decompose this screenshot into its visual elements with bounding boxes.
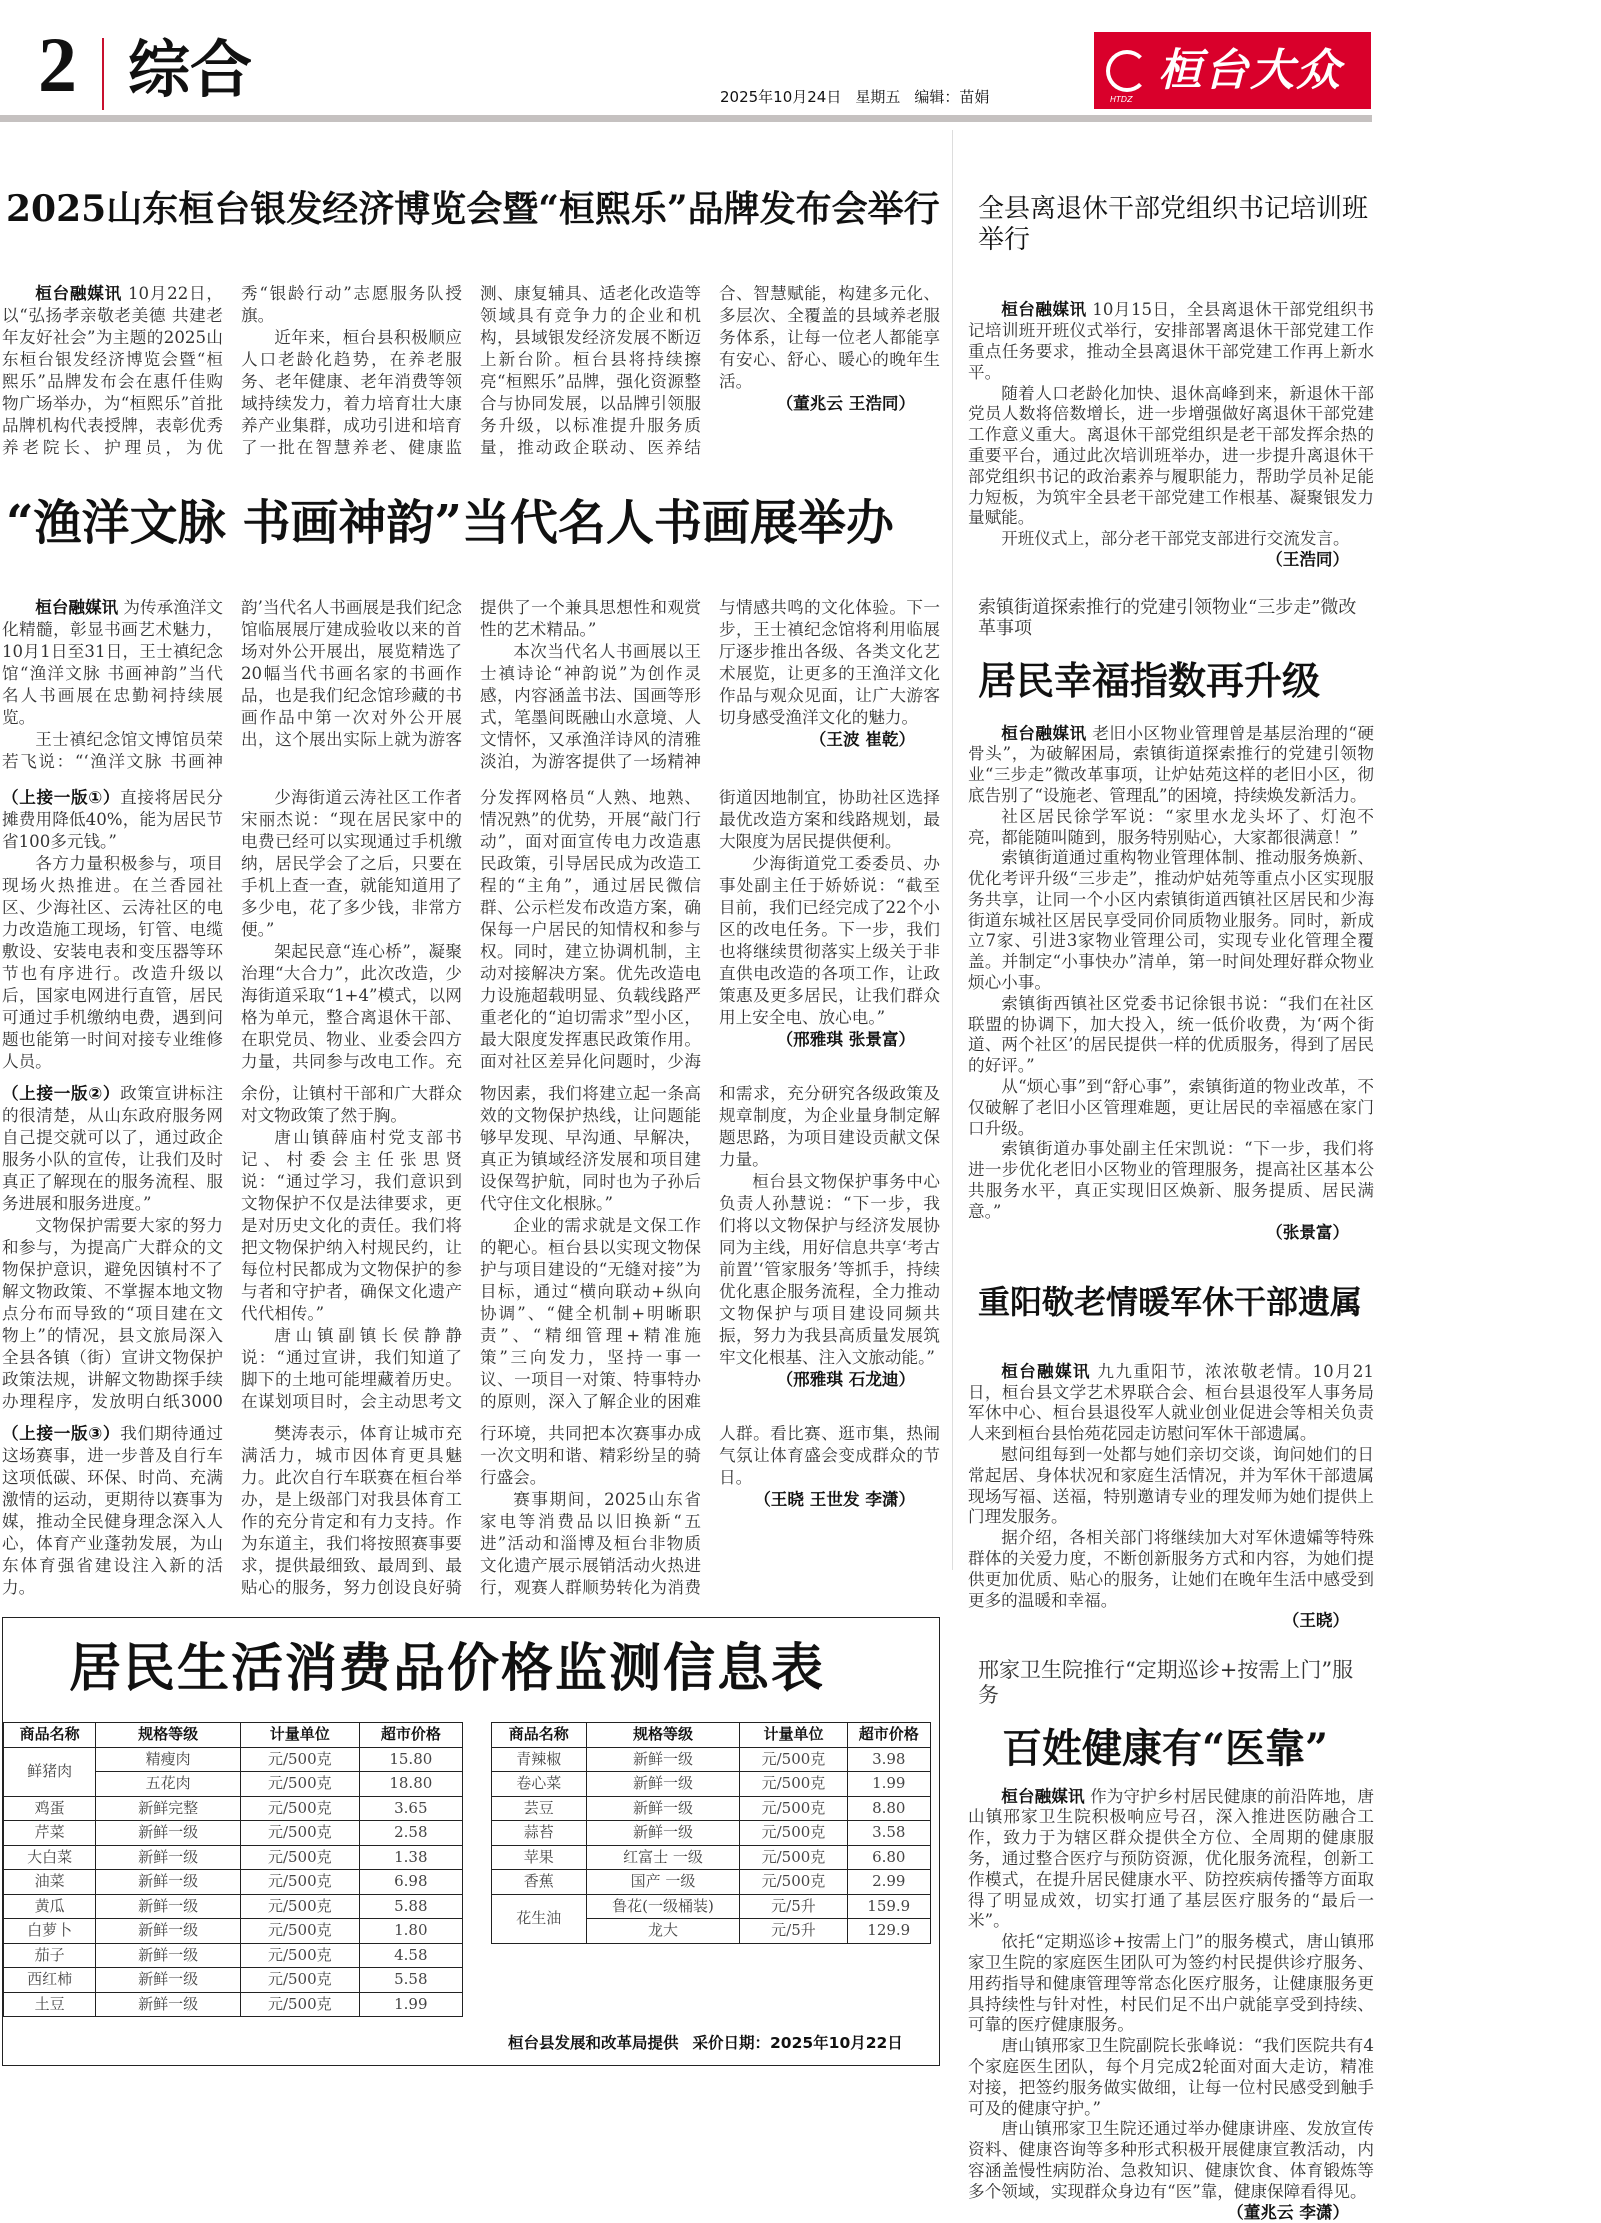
- item-spec: 鲁花(一级桶装): [586, 1894, 740, 1919]
- item-name: 芸豆: [492, 1796, 587, 1821]
- item-spec: 新鲜一级: [96, 1943, 241, 1968]
- paragraph-text: 桓台县文物保护事务中心负责人孙慧说：“下一步，我们将以文物保护与经济发展协同为主线，用好信息共享‘考古前置’‘管家服务’等抓手，持续优化惠企服务流程，全力推动文物保护与项目建设同频共振，努力为我县高质量发展筑牢文化根基、注入文旅动能。”: [719, 1172, 940, 1367]
- price-table-box: [2, 1617, 940, 2066]
- item-price: 6.80: [847, 1845, 930, 1870]
- table-row: [492, 1821, 931, 1846]
- right-column: [968, 150, 1374, 2223]
- header-row: [4, 1723, 463, 1748]
- paragraph: [968, 300, 1374, 383]
- paragraph: [2, 1083, 223, 1215]
- byline: （董兆云 李潇）: [968, 2203, 1374, 2223]
- item-spec: 新鲜一级: [586, 1772, 740, 1797]
- article-jump-2: [2, 1083, 940, 1413]
- paragraph: [2, 787, 223, 853]
- paragraph: [719, 853, 940, 1029]
- paragraph-text: 随着人口老龄化加快、退休高峰到来，新退休干部党员人数将倍数增长，进一步增强做好离退休干部党建工作意义重大。离退休干部党组织是老干部发挥余热的重要平台，通过此次培训班举办，进一步提升离退休干部党组织书记的政治素养与履职能力，帮助学员补足能力短板，为筑牢全县老干部党建工作根基、凝聚银发力量赋能。: [968, 384, 1374, 528]
- paragraph-text: 从“烦心事”到“舒心事”，索镇街道的物业改革，不仅破解了老旧小区管理难题，更让居民的幸福感在家门口升级。: [968, 1077, 1374, 1138]
- item-spec: 新鲜一级: [586, 1747, 740, 1772]
- paragraph-text: 10月22日，以“弘扬孝亲敬老美德 共建老年友好社会”为主题的2025山东桓台银发经济博览会暨“桓熙乐”品牌发布会在惠仟佳购物广场举办，为“桓熙乐”首批品牌机构代表授牌，表彰优秀养老院长、护理员，为优秀“银龄行动”志愿服务队授旗。: [2, 284, 462, 457]
- byline: （王波 崔乾）: [719, 729, 940, 751]
- item-name: 土豆: [4, 1992, 96, 2017]
- item-spec: 新鲜一级: [586, 1796, 740, 1821]
- item-spec: 国产 一级: [586, 1870, 740, 1895]
- paragraph-text: 作为守护乡村居民健康的前沿阵地，唐山镇邢家卫生院积极响应号召，深入推进医防融合工作，致力于为辖区群众提供全方位、全周期的健康服务，通过整合医疗与预防资源，优化服务流程，创新工作模式，在提升居民健康水平、防控疾病传播等方面取得了明显成效，切实打通了基层医疗服务的“最后一米”。: [968, 1787, 1374, 1931]
- paragraph: [968, 1445, 1374, 1528]
- paragraph: [241, 787, 462, 941]
- paragraph-text: 近年来，桓台县积极顺应人口老龄化趋势，在养老服务、老年健康、老年消费等领域持续发力，着力培育壮大康养产业集群，成功引进和培育了一批在智慧养老、健康监测、康复辅具、适老化改造等领域具有竞争力的企业和机构，县域银发经济发展不断迈上新台阶。桓台县将持续擦亮“桓熙乐”品牌，强化资源整合与协同发展，以品牌引领服务升级，以标准提升服务质量，推动政企联动、医养结合、智慧赋能，构建多元化、多层次、全覆盖的县域养老服务体系，让每一位老人都能享有安心、舒心、暖心的晚年生活。: [241, 284, 940, 457]
- headline-expo: 2025山东桓台银发经济博览会暨“桓熙乐”品牌发布会举行: [6, 188, 940, 231]
- dateline-lead: （上接一版①）: [2, 788, 120, 807]
- table-row: [4, 1870, 463, 1895]
- left-column: [2, 150, 940, 2066]
- table-row: [492, 1796, 931, 1821]
- item-name: 芹菜: [4, 1821, 96, 1846]
- column-header: 商品名称: [4, 1723, 96, 1748]
- item-unit: 元/500克: [740, 1870, 847, 1895]
- column-header: 规格等级: [96, 1723, 241, 1748]
- item-unit: 元/500克: [240, 1796, 359, 1821]
- byline: （王晓）: [968, 1611, 1374, 1632]
- paragraph-text: 慰问组每到一处都与她们亲切交谈，询问她们的日常起居、身体状况和家庭生活情况，并为军休干部遗属现场写福、送福，特别邀请专业的理发师为她们提供上门理发服务。: [968, 1445, 1374, 1526]
- paragraph: [968, 2119, 1374, 2202]
- item-name: 鲜猪肉: [4, 1747, 96, 1796]
- paragraph-text: 唐山镇邢家卫生院还通过举办健康讲座、发放宣传资料、健康咨询等多种形式积极开展健康宣教活动，内容涵盖慢性病防治、急救知识、健康饮食、体育锻炼等多个领域，实现群众身边有“医”靠，健康保障看得见。: [968, 2119, 1374, 2200]
- dateline: [720, 86, 1003, 107]
- item-spec: 新鲜一级: [96, 1870, 241, 1895]
- paragraph-text: 依托“定期巡诊+按需上门”的服务模式，唐山镇邢家卫生院的家庭医生团队可为签约村民提供诊疗服务、用药指导和健康管理等常态化医疗服务，让健康服务更具持续性与针对性，村民们足不出户就能享受到持续、可靠的医疗健康服务。: [968, 1932, 1374, 2034]
- article-double-ninth: [968, 1362, 1374, 1632]
- item-price: 1.99: [847, 1772, 930, 1797]
- headline-happiness: 居民幸福指数再升级: [978, 658, 1374, 704]
- item-name: 卷心菜: [492, 1772, 587, 1797]
- table-row: [492, 1894, 931, 1919]
- item-unit: 元/500克: [240, 1845, 359, 1870]
- item-unit: 元/500克: [740, 1845, 847, 1870]
- item-name: 西红柿: [4, 1968, 96, 1993]
- table-row: [4, 1894, 463, 1919]
- paragraph: [2, 853, 223, 1073]
- paragraph-text: 文物保护需要大家的努力和参与，为提高广大群众的文物保护意识，避免因镇村不了解文物政策、不掌握本地文物点分布而导致的“项目建在文物上”的情况，县文旅局深入全县各镇（街）宣讲文物保护政策法规，讲解文物勘探手续办理程序，发放明白纸3000余份，让镇村干部和广大群众对文物政策了然于胸。: [2, 1084, 462, 1411]
- logo-swirl-icon: [1106, 50, 1148, 92]
- paragraph-text: 索镇街道办事处副主任宋凯说：“下一步，我们将进一步优化老旧小区物业的管理服务，提高社区基本公共服务水平，真正实现旧区焕新、服务提质、居民满意。”: [968, 1139, 1374, 1220]
- item-price: 5.88: [359, 1894, 462, 1919]
- item-spec: 新鲜完整: [96, 1796, 241, 1821]
- dateline-lead: 桓台融媒讯: [35, 284, 122, 303]
- item-name: 苹果: [492, 1845, 587, 1870]
- item-price: 3.98: [847, 1747, 930, 1772]
- masthead-divider: [102, 38, 104, 110]
- table-row: [492, 1772, 931, 1797]
- item-spec: 精瘦肉: [96, 1747, 241, 1772]
- item-unit: 元/500克: [240, 1870, 359, 1895]
- logo-sub: HTDZ: [1110, 95, 1133, 104]
- dateline-lead: 桓台融媒讯: [1001, 300, 1086, 319]
- paragraph-text: 开班仪式上，部分老干部党支部进行交流发言。: [1001, 529, 1349, 548]
- article-jump-1: [2, 787, 940, 1073]
- item-price: 5.58: [359, 1968, 462, 1993]
- paragraph-text: 社区居民徐学军说：“家里水龙头坏了、灯泡不亮，都能随叫随到，服务特别贴心，大家都很满意！”: [968, 807, 1374, 847]
- item-price: 1.99: [359, 1992, 462, 2017]
- paragraph-text: 唐山镇副镇长侯静静说：“通过宣讲，我们知道了脚下的土地可能埋藏着历史。在谋划项目时，会主动思考文物因素，我们将建立起一条高效的文物保护热线，让问题能够早发现、早沟通、早解决，真正为镇域经济发展和项目建设保驾护航，同时也为子孙后代守住文化根脉。”: [241, 1084, 701, 1411]
- paragraph: [968, 724, 1374, 807]
- item-price: 3.65: [359, 1796, 462, 1821]
- byline: （邢雅琪 张景富）: [719, 1029, 940, 1051]
- dateline-lead: 桓台融媒讯: [1001, 1787, 1085, 1806]
- item-price: 159.9: [847, 1894, 930, 1919]
- paragraph-text: 直接将居民分摊费用降低40%，能为居民节省100多元钱。”: [2, 788, 223, 851]
- dateline-lead: 桓台融媒讯: [1001, 1362, 1091, 1381]
- table-row: [4, 1992, 463, 2017]
- paragraph: [719, 1171, 940, 1369]
- item-spec: 新鲜一级: [96, 1992, 241, 2017]
- item-unit: 元/500克: [240, 1919, 359, 1944]
- table-row: [4, 1796, 463, 1821]
- paragraph-text: 据介绍，各相关部门将继续加大对军休遗孀等特殊群体的关爱力度，不断创新服务方式和内容，为她们提供更加优质、贴心的服务，让她们在晚年生活中感受到更多的温暖和幸福。: [968, 1528, 1374, 1609]
- byline: （张景富）: [968, 1223, 1374, 1244]
- price-source: 桓台县发展和改革局提供: [508, 2034, 679, 2052]
- paragraph-text: 10月15日，全县离退休干部党组织书记培训班开班仪式举行，安排部署离退休干部党建工作重点任务要求，推动全县离退休干部党建工作再上新水平。: [968, 300, 1374, 381]
- kicker-happiness: 索镇街道探索推行的党建引领物业“三步走”微改革事项: [978, 597, 1374, 640]
- paragraph-text: 各方力量积极参与，项目现场火热推进。在兰香园社区、少海社区、云涛社区的电力改造施工现场，钉管、电缆敷设、安装电表和变压器等环节也有序进行。改造升级以后，国家电网进行直管，居民可通过手机缴纳电费，遇到问题也能第一时间对接专业维修人员。: [2, 854, 223, 1071]
- item-name: 香蕉: [492, 1870, 587, 1895]
- paragraph-text: 为传承渔洋文化精髓，彰显书画艺术魅力，10月1日至31日，王士禛纪念馆“渔洋文脉 书画神韵”当代名人书画展在忠勤祠持续展览。: [2, 598, 223, 727]
- article-jump-3: [2, 1423, 940, 1599]
- item-unit: 元/500克: [740, 1747, 847, 1772]
- section-title: 综合: [128, 36, 252, 104]
- table-row: [4, 1968, 463, 1993]
- column-header: 规格等级: [586, 1723, 740, 1748]
- column-header: 计量单位: [740, 1723, 847, 1748]
- table-row: [4, 1821, 463, 1846]
- masthead-rule: [0, 115, 1372, 122]
- paragraph-text: 唐山镇薛庙村党支部书记、村委会主任张思贤说：“通过学习，我们意识到文物保护不仅是法律要求，更是对历史文化的责任。我们将把文物保护纳入村规民约，让每位村民都成为文物保护的参与者和守护者，确保文化遗产代代相传。”: [241, 1128, 462, 1323]
- table-row: [492, 1747, 931, 1772]
- item-unit: 元/500克: [240, 1894, 359, 1919]
- paragraph: [968, 1139, 1374, 1222]
- byline: （王晓 王世发 李潇）: [719, 1489, 940, 1511]
- item-name: 蒜苔: [492, 1821, 587, 1846]
- paragraph: [968, 529, 1374, 550]
- headline-retired-training: 全县离退休干部党组织书记培训班举行: [978, 194, 1374, 256]
- dateline-lead: （上接一版③）: [2, 1424, 120, 1443]
- paragraph-text: 我们期待通过这场赛事，进一步普及自行车这项低碳、环保、时尚、充满激情的运动，更期待以赛事为媒，推动全民健身理念深入人心，体育产业蓬勃发展，为山东体育强省建设注入新的活力。: [2, 1424, 223, 1597]
- item-spec: 新鲜一级: [96, 1968, 241, 1993]
- paragraph-text: 少海街道云涛社区工作者宋丽杰说：“现在居民家中的电费已经可以实现通过手机缴纳，居民学会了之后，只要在手机上查一查，就能知道用了多少电，花了多少钱，非常方便。”: [241, 788, 462, 939]
- price-table-right: [491, 1722, 931, 1944]
- item-price: 129.9: [847, 1919, 930, 1944]
- item-price: 15.80: [359, 1747, 462, 1772]
- paragraph: [968, 1787, 1374, 1933]
- column-header: 超市价格: [359, 1723, 462, 1748]
- price-table-title: 居民生活消费品价格监测信息表: [3, 1638, 939, 1700]
- table-row: [492, 1870, 931, 1895]
- article-clinic: [968, 1787, 1374, 2223]
- item-price: 8.80: [847, 1796, 930, 1821]
- paragraph-text: 唐山镇邢家卫生院副院长张峰说：“我们医院共有4个家庭医生团队，每个月完成2轮面对面大走访，精准对接，把签约服务做实做细，让每一位村民感受到触手可及的健康守护。”: [968, 2036, 1374, 2117]
- item-price: 1.38: [359, 1845, 462, 1870]
- item-price: 3.58: [847, 1821, 930, 1846]
- paragraph-text: 少海街道党工委委员、办事处副主任于娇娇说：“截至目前，我们已经完成了22个小区的改电任务。下一步，我们也将继续贯彻落实上级关于非直供电改造的各项工作，让政策惠及更多居民，让我们群众用上安全电、放心电。”: [719, 854, 940, 1027]
- dateline-lead: 桓台融媒讯: [35, 598, 118, 617]
- item-spec: 新鲜一级: [96, 1894, 241, 1919]
- paragraph-text: 老旧小区物业管理曾是基层治理的“硬骨头”，为破解困局，索镇街道探索推行的党建引领物业“三步走”微改革事项，让炉姑苑这样的老旧小区，彻底告别了“设施老、管理乱”的困境，持续焕发新活力。: [968, 724, 1374, 805]
- article-retired-training: [968, 300, 1374, 570]
- paragraph: [968, 1362, 1374, 1445]
- item-spec: 新鲜一级: [96, 1919, 241, 1944]
- article-calligraphy: [2, 597, 940, 773]
- item-unit: 元/500克: [240, 1747, 359, 1772]
- page-number: 2: [38, 26, 77, 104]
- item-unit: 元/500克: [740, 1772, 847, 1797]
- item-price: 1.80: [359, 1919, 462, 1944]
- column-divider: [952, 130, 953, 1570]
- headline-clinic: 百姓健康有“医靠”: [1002, 1725, 1374, 1773]
- item-unit: 元/500克: [240, 1992, 359, 2017]
- byline: （王浩同）: [968, 550, 1374, 571]
- item-unit: 元/500克: [240, 1821, 359, 1846]
- paragraph: [2, 597, 223, 729]
- item-unit: 元/500克: [240, 1772, 359, 1797]
- paragraph-text: 九九重阳节，浓浓敬老情。10月21日，桓台县文学艺术界联合会、桓台县退役军人事务局军休中心、桓台县退役军人就业创业促进会等相关负责人来到桓台县怡苑花园走访慰问军休干部遗属。: [968, 1362, 1374, 1443]
- item-unit: 元/500克: [740, 1821, 847, 1846]
- item-name: 茄子: [4, 1943, 96, 1968]
- item-spec: 五花肉: [96, 1772, 241, 1797]
- paragraph: [968, 848, 1374, 994]
- item-spec: 新鲜一级: [96, 1845, 241, 1870]
- dateline-lead: 桓台融媒讯: [1001, 724, 1086, 743]
- item-name: 油菜: [4, 1870, 96, 1895]
- logo-name: 桓台大众: [1158, 49, 1342, 93]
- item-unit: 元/500克: [240, 1943, 359, 1968]
- price-date: 采价日期：2025年10月22日: [693, 2034, 903, 2052]
- paragraph-text: 樊涛表示，体育让城市充满活力，城市因体育更具魅力。此次自行车联赛在桓台举办，是上级部门对我县体育工作的充分肯定和有力支持。作为东道主，我们将按照赛事要求，提供最细致、最周到、最贴心的服务，努力创设良好骑行环境，共同把本次赛事办成一次文明和谐、精彩纷呈的骑行盛会。: [241, 1424, 701, 1597]
- headline-double-ninth: 重阳敬老情暖军休干部遗属: [978, 1283, 1374, 1321]
- item-name: 黄瓜: [4, 1894, 96, 1919]
- kicker-clinic: 邢家卫生院推行“定期巡诊+按需上门”服务: [978, 1658, 1374, 1708]
- item-price: 4.58: [359, 1943, 462, 1968]
- item-name: 花生油: [492, 1894, 587, 1943]
- paragraph-text: 架起民意“连心桥”，凝聚治理“大合力”，此次改造，少海街道采取“1+4”模式，以网格为单元，整合离退休干部、在职党员、物业、业委会四方力量，共同参与改电工作。充分发挥网格员“人熟、地熟、情况熟”的优势，开展“敲门行动”，面对面宣传电力改造惠民政策，引导居民成为改造工程的“主角”，通过居民微信群、公示栏发布改造方案，确保每一户居民的知情权和参与权。同时，建立协调机制，主动对接解决方案。优先改造电力设施超载明显、负载线路严重老化的“迫切需求”型小区，最大限度发挥惠民政策作用。面对社区差异化问题时，少海街道因地制宜，协助社区选择最优改造方案和线路规划，最大限度为居民提供便利。: [241, 788, 940, 1071]
- column-header: 超市价格: [847, 1723, 930, 1748]
- item-price: 6.98: [359, 1870, 462, 1895]
- item-spec: 红富士 一级: [586, 1845, 740, 1870]
- item-price: 2.99: [847, 1870, 930, 1895]
- item-spec: 新鲜一级: [96, 1821, 241, 1846]
- paragraph: [968, 1932, 1374, 2036]
- byline: （邢雅琪 石龙迪）: [719, 1369, 940, 1391]
- dateline-lead: （上接一版②）: [2, 1084, 120, 1103]
- paragraph: [968, 994, 1374, 1077]
- paragraph: [968, 1077, 1374, 1139]
- paragraph-text: 赛事期间，2025山东省家电等消费品以旧换新“五进”活动和淄博及桓台非物质文化遗产展示展销活动火热进行，观赛人群顺势转化为消费人群。看比赛、逛市集，热闹气氛让体育盛会变成群众的节日。: [480, 1424, 940, 1597]
- paragraph-text: 本次当代名人书画展以王士禛诗论“神韵说”为创作灵感，内容涵盖书法、国画等形式，笔墨间既融山水意境、人文情怀，又承渔洋诗风的清雅淡泊，为游客提供了一场精神与情感共鸣的文化体验。下一步，王士禛纪念馆将利用临展厅逐步推出各级、各类文化艺术展览，让更多的王渔洋文化作品与观众见面，让广大游客切身感受渔洋文化的魅力。: [480, 598, 940, 771]
- paragraph: [968, 384, 1374, 530]
- price-table-left: [3, 1722, 463, 2017]
- paragraph-text: 企业的需求就是文保工作的靶心。桓台县以实现文物保护与项目建设的“无缝对接”为目标，通过“横向联动+纵向协调”、“健全机制+明晰职责”、“精细管理+精准施策”三向发力，坚持一事一议、一项目一对策、特事特办的原则，深入了解企业的困难和需求，充分研究各级政策及规章制度，为企业量身制定解题思路，为项目建设贡献文保力量。: [480, 1084, 940, 1411]
- item-spec: 新鲜一级: [586, 1821, 740, 1846]
- paragraph: [968, 1528, 1374, 1611]
- weekday: 星期五: [855, 88, 900, 106]
- table-row: [4, 1845, 463, 1870]
- table-row: [492, 1845, 931, 1870]
- newspaper-logo: [1094, 32, 1371, 109]
- item-unit: 元/5升: [740, 1894, 847, 1919]
- header-row: [492, 1723, 931, 1748]
- column-header: 计量单位: [240, 1723, 359, 1748]
- article-happiness: [968, 724, 1374, 1244]
- table-row: [4, 1747, 463, 1772]
- headline-calligraphy: “渔洋文脉 书画神韵”当代名人书画展举办: [6, 495, 940, 553]
- item-name: 青辣椒: [492, 1747, 587, 1772]
- item-spec: 龙大: [586, 1919, 740, 1944]
- editor: 编辑：苗娟: [914, 88, 989, 106]
- item-unit: 元/500克: [740, 1796, 847, 1821]
- issue-date: 2025年10月24日: [720, 88, 841, 106]
- item-name: 大白菜: [4, 1845, 96, 1870]
- paragraph-text: 政策宣讲标注的很清楚，从山东政府服务网自己提交就可以了，通过政企服务小队的宣传，让我们及时真正了解现在的服务流程、服务进展和服务进度。”: [2, 1084, 223, 1213]
- paragraph-text: 索镇街道通过重构物业管理体制、推动服务焕新、优化考评升级“三步走”，推动炉姑苑等重点小区实现服务共享，让同一个小区内索镇街道西镇社区居民和少海街道东城社区居民享受同价同质物业服务。同时，新成立7家、引进3家物业管理公司，实现专业化管理全覆盖。并制定“小事快办”清单，第一时间处理好群众物业烦心小事。: [968, 848, 1374, 992]
- item-unit: 元/5升: [740, 1919, 847, 1944]
- article-expo: [2, 283, 940, 459]
- paragraph: [968, 807, 1374, 849]
- table-row: [4, 1919, 463, 1944]
- item-price: 2.58: [359, 1821, 462, 1846]
- paragraph-text: 王士禛纪念馆文博馆员荣若飞说：“‘渔洋文脉 书画神韵’当代名人书画展是我们纪念馆临展展厅建成验收以来的首场对外公开展出，展览精选了20幅当代书画名家的书画作品，也是我们纪念馆珍藏的书画作品中第一次对外公开展出，这个展出实际上就为游客提供了一个兼具思想性和观赏性的艺术精品。”: [2, 598, 701, 771]
- item-unit: 元/500克: [240, 1968, 359, 1993]
- item-name: 白萝卜: [4, 1919, 96, 1944]
- price-table-footer: [508, 2031, 939, 2053]
- price-tables: [3, 1722, 939, 2017]
- column-header: 商品名称: [492, 1723, 587, 1748]
- byline: （董兆云 王浩同）: [719, 393, 940, 415]
- paragraph-text: 索镇街西镇社区党委书记徐银书说：“我们在社区联盟的协调下，加大投入，统一低价收费，为‘两个街道、两个社区’的居民提供一样的优质服务，得到了居民的好评。”: [968, 994, 1374, 1075]
- table-row: [4, 1943, 463, 1968]
- item-price: 18.80: [359, 1772, 462, 1797]
- paragraph: [241, 1127, 462, 1325]
- paragraph: [2, 1423, 223, 1599]
- item-name: 鸡蛋: [4, 1796, 96, 1821]
